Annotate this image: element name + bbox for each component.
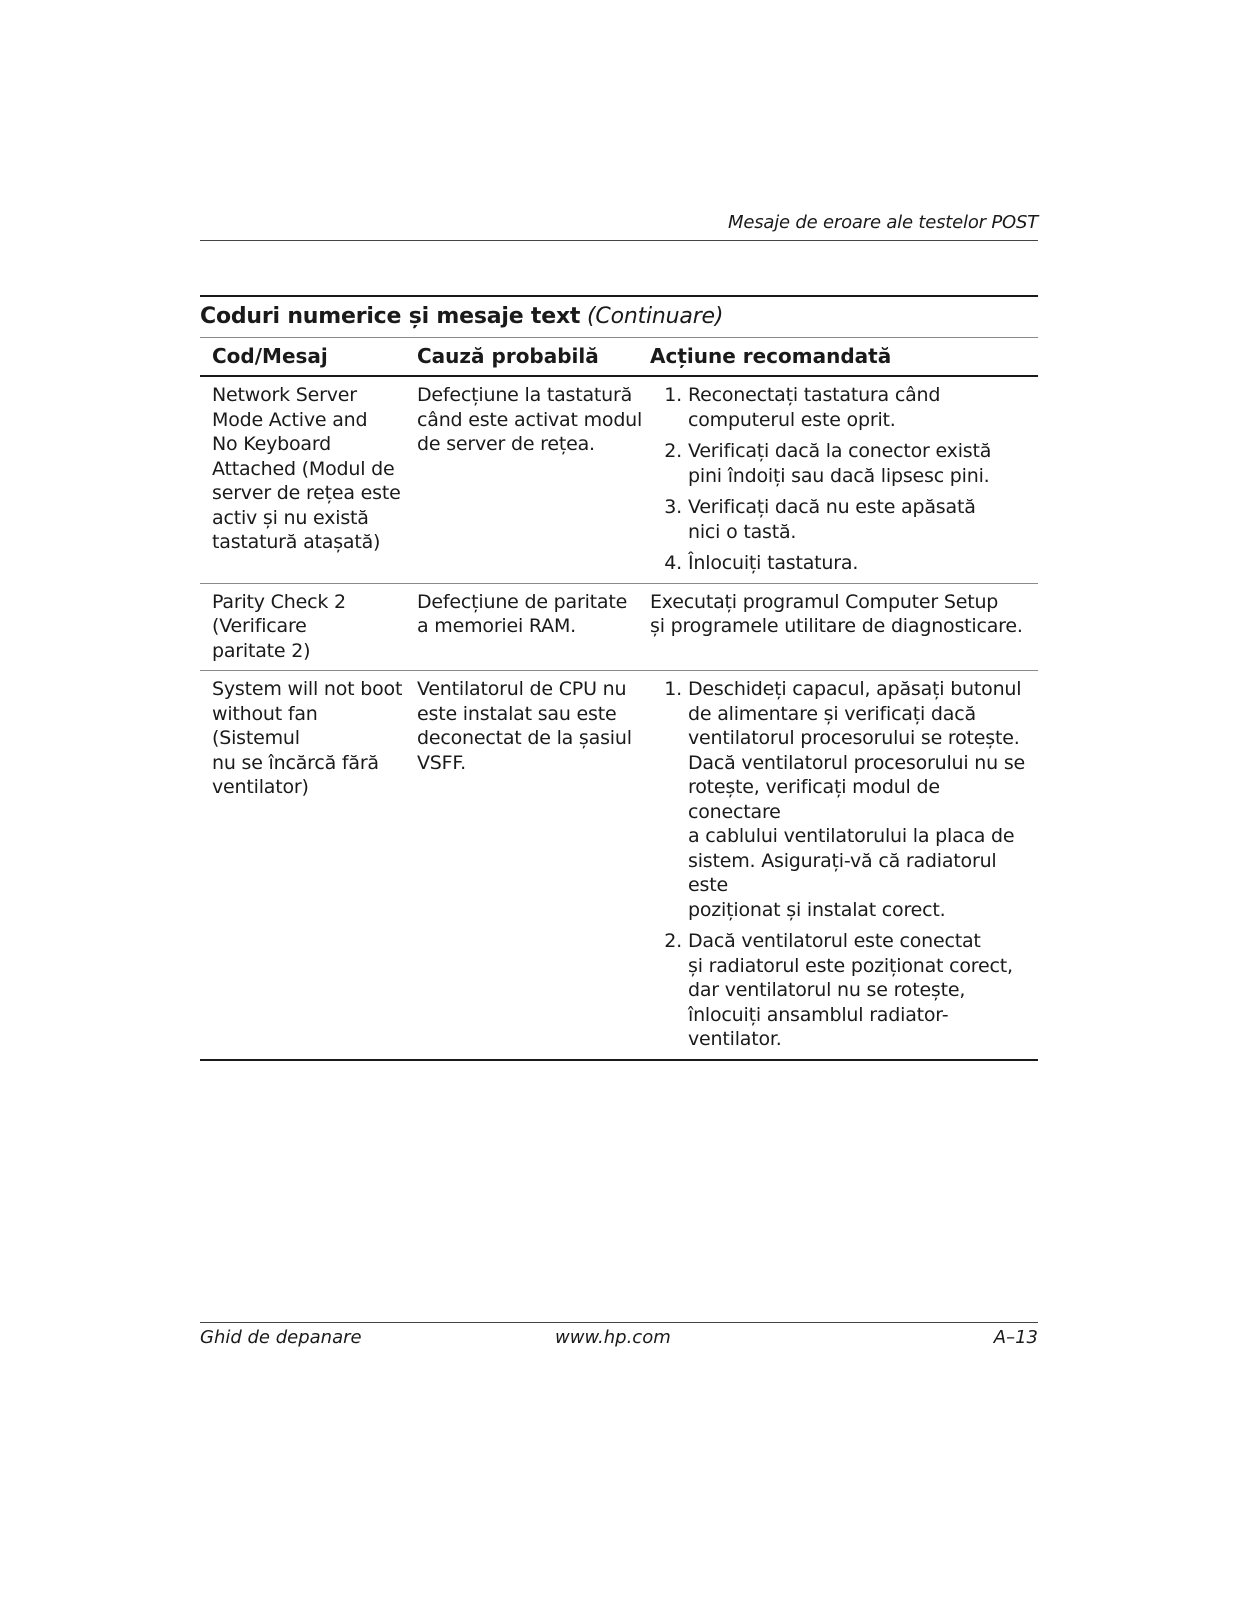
action-step [650, 677, 1038, 922]
step-number: 1. [664, 678, 682, 700]
cell-cause: Defecțiune de paritate a memoriei RAM. [417, 590, 628, 637]
error-codes-table [200, 295, 1038, 1061]
cell-action [650, 383, 1038, 576]
step-text: Înlocuiți tastatura. [688, 552, 859, 574]
step-text: Verificați dacă nu este apăsată nici o tastă. [688, 496, 976, 543]
footer-doc-title: Ghid de depanare [200, 1327, 362, 1348]
column-header-cause: Cauză probabilă [417, 344, 599, 368]
header-rule [200, 240, 1038, 241]
footer-page-number: A–13 [993, 1327, 1038, 1348]
cell-action: Executați programul Computer Setup și programele utilitare de diagnosticare. [650, 590, 1023, 637]
column-header-code: Cod/Mesaj [212, 344, 328, 368]
step-number: 3. [664, 496, 682, 518]
cell-cause: Defecțiune la tastatură când este activat modul de server de rețea. [417, 384, 643, 455]
footer-website: www.hp.com [555, 1327, 671, 1348]
running-header: Mesaje de eroare ale testelor POST [728, 212, 1038, 233]
column-header-action: Acțiune recomandată [650, 344, 892, 368]
table-row [200, 671, 1038, 1061]
footer-rule [200, 1322, 1038, 1323]
step-number: 2. [664, 440, 682, 462]
action-steps [650, 383, 1038, 576]
action-step [650, 551, 1038, 576]
action-steps [650, 677, 1038, 1052]
step-text: Verificați dacă la conector există pini îndoiți sau dacă lipsesc pini. [688, 440, 992, 487]
cell-action [650, 677, 1038, 1052]
cell-code: System will not boot without fan (Sistemul nu se încărcă fără ventilator) [212, 678, 403, 798]
step-text: Dacă ventilatorul este conectat și radiatorul este poziționat corect, dar ventilatorul nu se rotește, înlocuiți ansamblul radiator-ventilator. [688, 930, 1013, 1050]
cell-code: Network Server Mode Active and No Keyboard Attached (Modul de server de rețea este activ și nu există tastatură atașată) [212, 384, 401, 553]
table-row [200, 377, 1038, 584]
table-row [200, 584, 1038, 672]
table-title [200, 297, 1038, 337]
cell-code: Parity Check 2 (Verificare paritate 2) [212, 590, 346, 662]
step-number: 2. [664, 930, 682, 952]
table-header-row [200, 338, 1038, 375]
table-title-suffix: (Continuare) [587, 304, 724, 329]
step-text: Deschideți capacul, apăsați butonul de alimentare și verificați dacă ventilatorul procesorului se rotește. Dacă ventilatorul procesorului nu se rotește, verificați modul de conectare a cablului ventilatorului la placa de sistem. Asigurați-vă că radiatorul este poziționat și instalat corect. [688, 678, 1026, 921]
table-title-text: Coduri numerice și mesaje text [200, 304, 581, 329]
step-text: Reconectați tastatura când computerul este oprit. [688, 384, 941, 431]
action-step [650, 439, 1038, 488]
step-number: 1. [664, 384, 682, 406]
action-step [650, 383, 1038, 432]
cell-cause: Ventilatorul de CPU nu este instalat sau este deconectat de la șasiul VSFF. [417, 678, 632, 774]
page-footer [200, 1326, 1038, 1352]
step-number: 4. [664, 552, 682, 574]
action-step [650, 495, 1038, 544]
action-step [650, 929, 1038, 1052]
